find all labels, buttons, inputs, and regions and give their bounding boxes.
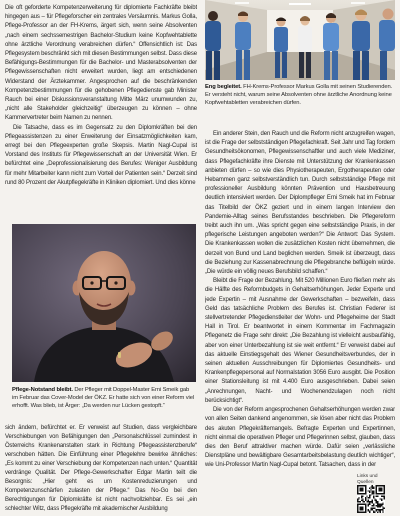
qr-module	[368, 511, 369, 512]
hallway-photo	[205, 0, 395, 80]
qr-module	[372, 505, 373, 506]
qr-module	[381, 509, 382, 510]
qr-module	[373, 504, 374, 505]
qr-module	[369, 503, 370, 504]
qr-module	[382, 504, 383, 505]
qr-module	[368, 497, 369, 498]
qr-module	[384, 508, 385, 509]
qr-module	[378, 504, 379, 505]
links-and-sources-label: Links und Quellen	[357, 474, 378, 485]
qr-module	[381, 496, 382, 497]
qr-module	[372, 509, 373, 510]
qr-module	[380, 504, 381, 505]
qr-module	[377, 507, 378, 508]
qr-module	[377, 509, 378, 510]
article-paragraph: Bleibt die Frage der Bezahlung. Mit 520 Millionen Euro fließen mehr als die Hälfte des Reformbudgets in Gehaltserhöhungen. Jeder Experte und jede Expertin – mit Ausnahme der Gewerkschaften – bezweifeln, dass Geld das tatsächliche Problem des Berufes ist. Christian Federer ist stellvertretender Pflegedienstleiter der Wohn- und Pflegeheime der Stadt Hall in Tirol. Er beantwortet in einem Kommentar im Fachmagazin Pflegenetz die Frage sehr direkt: „Die Bezahlung ist vielleicht ausbaufähig, aber von einer Unterbezahlung ist sie weit entfernt.“ Er verweist dabei auf das aktuelle Einstiegsgehalt des Wiener Gesundheitsverbundes, der in seinen aktuellen Ausschreibungen für Diplomiertes Gesundheits- und Krankenpflegepersonal auf Normalstation 3056 Euro ausgibt. Die Position einer Stationsleitung ist mit 4.400 Euro ausgeschrieben. Dabei seien „Anrechnungen, Nacht- und Wochenendzulagen noch nicht berücksichtigt“.	[205, 278, 395, 404]
portrait-image	[12, 224, 196, 382]
ceiling-light	[235, 2, 249, 4]
qr-module	[382, 511, 383, 512]
qr-module	[376, 511, 377, 512]
qr-module	[372, 501, 373, 502]
qr-module	[368, 505, 369, 506]
qr-module	[373, 487, 374, 488]
qr-module	[366, 496, 367, 497]
qr-module	[380, 507, 381, 508]
qr-module	[358, 497, 359, 498]
qr-module	[364, 501, 365, 502]
qr-module	[380, 511, 381, 512]
qr-module	[381, 500, 382, 501]
qr-module	[380, 499, 381, 500]
qr-module	[358, 501, 359, 502]
qr-module	[373, 505, 374, 506]
qr-module	[370, 509, 371, 510]
qr-module	[360, 507, 364, 511]
qr-module	[365, 499, 366, 500]
article-paragraph: sich ändern, befürchtet er. Er verweist auf Studien, dass vergleichbare Verschiebungen von Befähigungen den „Personalschlüssel zumindest in Österreichs Krankenanstalten stark in Richtung Pflegeassistenzberufe“ verschoben hätten. Die Einführung einer Pflegelehre bewirke ähnliches: „Es kommt zu einer Verschiebung der Kompetenzen nach unten.“ Quantität verdränge Qualität. Der Pflege-Gewerkschafter Edgar Martin teilt die Besorgnis: „Hier geht es um Kostenreduzierungen und Kompetenzunschärfen zulasten der Pflege.“ Das No-Go bei den Berechtigungen für Diplomkräfte ist nicht nachvollziehbar. Es sei „ein schlechter Witz, dass Pflegekräfte mit akademischer Ausbildung	[5, 425, 197, 512]
qr-module	[357, 500, 358, 501]
left-column-top-text	[5, 4, 197, 218]
qr-module	[362, 500, 363, 501]
ceiling-light	[351, 2, 365, 4]
qr-module	[360, 488, 364, 492]
qr-module	[368, 501, 369, 502]
qr-module	[377, 501, 378, 502]
qr-module	[380, 512, 381, 513]
qr-code-icon	[357, 485, 385, 513]
qr-module	[365, 500, 366, 501]
links-and-sources-box	[357, 474, 395, 516]
qr-module	[380, 505, 381, 506]
qr-module	[376, 503, 377, 504]
qr-module	[372, 503, 373, 504]
qr-module	[369, 495, 370, 496]
qr-module	[370, 501, 371, 502]
qr-module	[369, 491, 370, 492]
qr-module	[368, 504, 369, 505]
qr-module	[370, 487, 371, 488]
caption-text: FH-Krems-Professor Markus Golla mit seinen Studierenden. Er versteht nicht, warum seine Absolventen ohne ärztliche Anordnung keine Kopfwehtabletten verabreichen dürfen.	[205, 84, 393, 106]
portrait-eye	[90, 281, 93, 284]
qr-module	[378, 505, 379, 506]
qr-module	[377, 504, 378, 505]
qr-module	[384, 496, 385, 497]
qr-module	[360, 501, 361, 502]
qr-module	[369, 497, 370, 498]
qr-module	[361, 497, 362, 498]
qr-module	[358, 499, 359, 500]
qr-module	[362, 499, 363, 500]
qr-module	[376, 501, 377, 502]
qr-module	[374, 508, 375, 509]
qr-module	[373, 511, 374, 512]
qr-module	[370, 489, 371, 490]
qr-module	[369, 501, 370, 502]
qr-module	[382, 503, 383, 504]
qr-module	[377, 496, 378, 497]
qr-module	[366, 501, 367, 502]
article-paragraph: Die von der Reform angesprochenen Gehaltserhöhungen werden zwar von allen Seiten dankend angenommen, sie lösen aber nicht das Problem des akuten Pflegekräftemangels. Befragte Experten und Expertinnen, nicht einmal die operativen Pfleger und Pflegerinnen selbst, glauben, dass dies den Beruf attraktiver machen würde. Dafür seien „verlässliche Dienstpläne und bewältigbare Gesamtarbeitsbelastung deutlich wichtiger“, wie Uni-Professor Martin Nagl-Cupal betont. Tatsachen, dass in der	[205, 407, 395, 469]
qr-module	[370, 508, 371, 509]
ceiling-light	[289, 3, 311, 5]
qr-module	[357, 499, 358, 500]
qr-module	[382, 508, 383, 509]
right-column-text	[205, 130, 395, 516]
qr-module	[369, 492, 370, 493]
qr-module	[372, 487, 373, 488]
qr-module	[384, 497, 385, 498]
portrait-caption	[12, 386, 196, 420]
qr-module	[373, 512, 374, 513]
qr-module	[372, 500, 373, 501]
qr-module	[376, 496, 377, 497]
caption-text: Der Pfleger mit Doppel-Master Erni Smeik gab im Februar das Cover-Model der ÖKZ. Er hatte sich von einer Reform viel erhofft. Was blieb, ist Ärger: „Da werden nur Lücken gestopft.“	[12, 387, 195, 409]
qr-module	[372, 508, 373, 509]
qr-module	[382, 509, 383, 510]
article-paragraph: Die Tatsache, dass es im Gegensatz zu den Diplomkräften bei den Pflegeassistenzen zu einer Erweiterung der Einsatzmöglichkeiten kam, erregt bei den Pflegeexperten große Skepsis. Martin Nagl-Cupal ist Vorstand des Instituts für Pflegewissenschaft an der Universität Wien. Er befürchtet eine „Deprofessionalisierung des Berufes: Weniger Ausbildung für mehr Mitarbeiter kann nicht zum Vorteil der Patienten sein.“ Derzeit sind rund 80 Prozent der Akutpflegekräfte in Kliniken diplomiert. Und dies könne	[5, 124, 197, 186]
qr-module	[372, 491, 373, 492]
qr-module	[381, 505, 382, 506]
qr-module	[380, 509, 381, 510]
qr-module	[378, 507, 379, 508]
left-column-bottom-text	[5, 424, 197, 516]
portrait-photo	[12, 224, 196, 382]
qr-module	[368, 509, 369, 510]
qr-module	[362, 501, 363, 502]
qr-module	[381, 504, 382, 505]
qr-module	[374, 500, 375, 501]
caption-lead: Pflege-Notstand bleibt.	[12, 387, 73, 393]
qr-module	[374, 499, 375, 500]
qr-module	[372, 488, 373, 489]
qr-module	[368, 491, 369, 492]
qr-module	[357, 501, 358, 502]
qr-module	[381, 499, 382, 500]
qr-module	[378, 511, 379, 512]
qr-module	[365, 497, 366, 498]
qr-module	[369, 512, 370, 513]
qr-module	[378, 509, 379, 510]
qr-module	[368, 500, 369, 501]
portrait-eye	[114, 281, 117, 284]
qr-module	[372, 485, 373, 486]
qr-module	[378, 488, 382, 492]
hallway-caption	[205, 83, 395, 111]
qr-module	[373, 496, 374, 497]
qr-module	[369, 504, 370, 505]
qr-module	[373, 497, 374, 498]
qr-module	[373, 493, 374, 494]
qr-module	[382, 496, 383, 497]
qr-module	[369, 496, 370, 497]
hallway-image	[205, 0, 395, 80]
qr-module	[373, 492, 374, 493]
qr-module	[372, 493, 373, 494]
portrait-ring	[118, 352, 121, 358]
qr-module	[369, 511, 370, 512]
qr-module	[382, 512, 383, 513]
qr-module	[370, 495, 371, 496]
caption-lead: Eng begleitet.	[205, 84, 242, 90]
qr-module	[376, 505, 377, 506]
article-paragraph: Ein anderer Stein, den Rauch und die Reform nicht anzugreifen wagen, ist die Frage der selbstständigen Pflegefachkraft. Seit Jahr und Tag fordern Gesundheitsökonomen, Pflegewissenschaftler und auch viele Mediziner, dass Pflegefachkräfte ihre Dienste mit Unterstützung der Krankenkassen anbieten dürfen – so wie dies Physiotherapeuten, Ergotherapeuten oder Hebammen ganz selbstverständlich tun. Durch selbstständige Pflege mit professioneller Ausbildung könnten Prävention und Hausbetreuung deutlich intensiviert werden. Der Diplompfleger Erni Smeik hat im Februar das Titelbild der ÖKZ geziert und in einem langen Interview den Pandemie-Alltag seines Berufsstandes beschrieben. Die Pflegereform treibt auch ihn um. „Was spricht gegen eine selbstständige Praxis, in der pflegerische Leistungen angeboten werden?“ Die Antwort: Das System. Die Krankenkassen wollen die zusätzlichen Kosten nicht übernehmen, die derzeit von Bund und Land beglichen werden. Smeik ist überzeugt, dass die Beziehung zur Kassenabrechnung die Pflegebranche beflügeln würde. „Die würde ein völlig neues Berufsbild schaffen.“	[205, 131, 395, 276]
article-paragraph: Die oft geforderte Kompetenzerweiterung für diplomierte Fachkräfte bleibt hingegen aus – für Pflegeforscher ein zentrales Versäumnis. Markus Golla, Pflege-Professor an der FH-Krems, ärgert sich, wenn seine Absolventen „nach einem sechssemestrigen Bachelor-Studium keine Kopfwehtablette ohne ärztliche Verordnung verabreichen dürfen.“ Offensichtlich ist: Das Pflegesystem beschränkt sich mit diesen Bestimmungen selbst. Dass diese Befähigungs-Bestimmungen für die Bachelor- und Masterabsolventen der Pflegewissenschaften nicht erweitert wurden, liegt am entschiedenen Widerstand der Ärztekammer. Angesprochen auf die beschränkenden Kompetenzbestimmungen für die gehobenen Pflegedienste gab Minister Rauch bei einer Diskussionsveranstaltung Mitte März unumwunden zu, „nicht alle Stakeholder gleichzeitig“ überzeugen zu können – ohne Kammervertreter beim Namen zu nennen.	[5, 5, 197, 122]
qr-module	[377, 503, 378, 504]
qr-module	[376, 500, 377, 501]
qr-module	[377, 505, 378, 506]
qr-module	[373, 491, 374, 492]
qr-module	[374, 512, 375, 513]
qr-module	[377, 512, 378, 513]
qr-module	[372, 492, 373, 493]
qr-module	[382, 507, 383, 508]
qr-module	[362, 496, 363, 497]
qr-module	[373, 508, 374, 509]
qr-module	[361, 496, 362, 497]
qr-module	[369, 488, 370, 489]
qr-module	[384, 499, 385, 500]
qr-module	[361, 500, 362, 501]
qr-module	[373, 488, 374, 489]
qr-module	[376, 509, 377, 510]
